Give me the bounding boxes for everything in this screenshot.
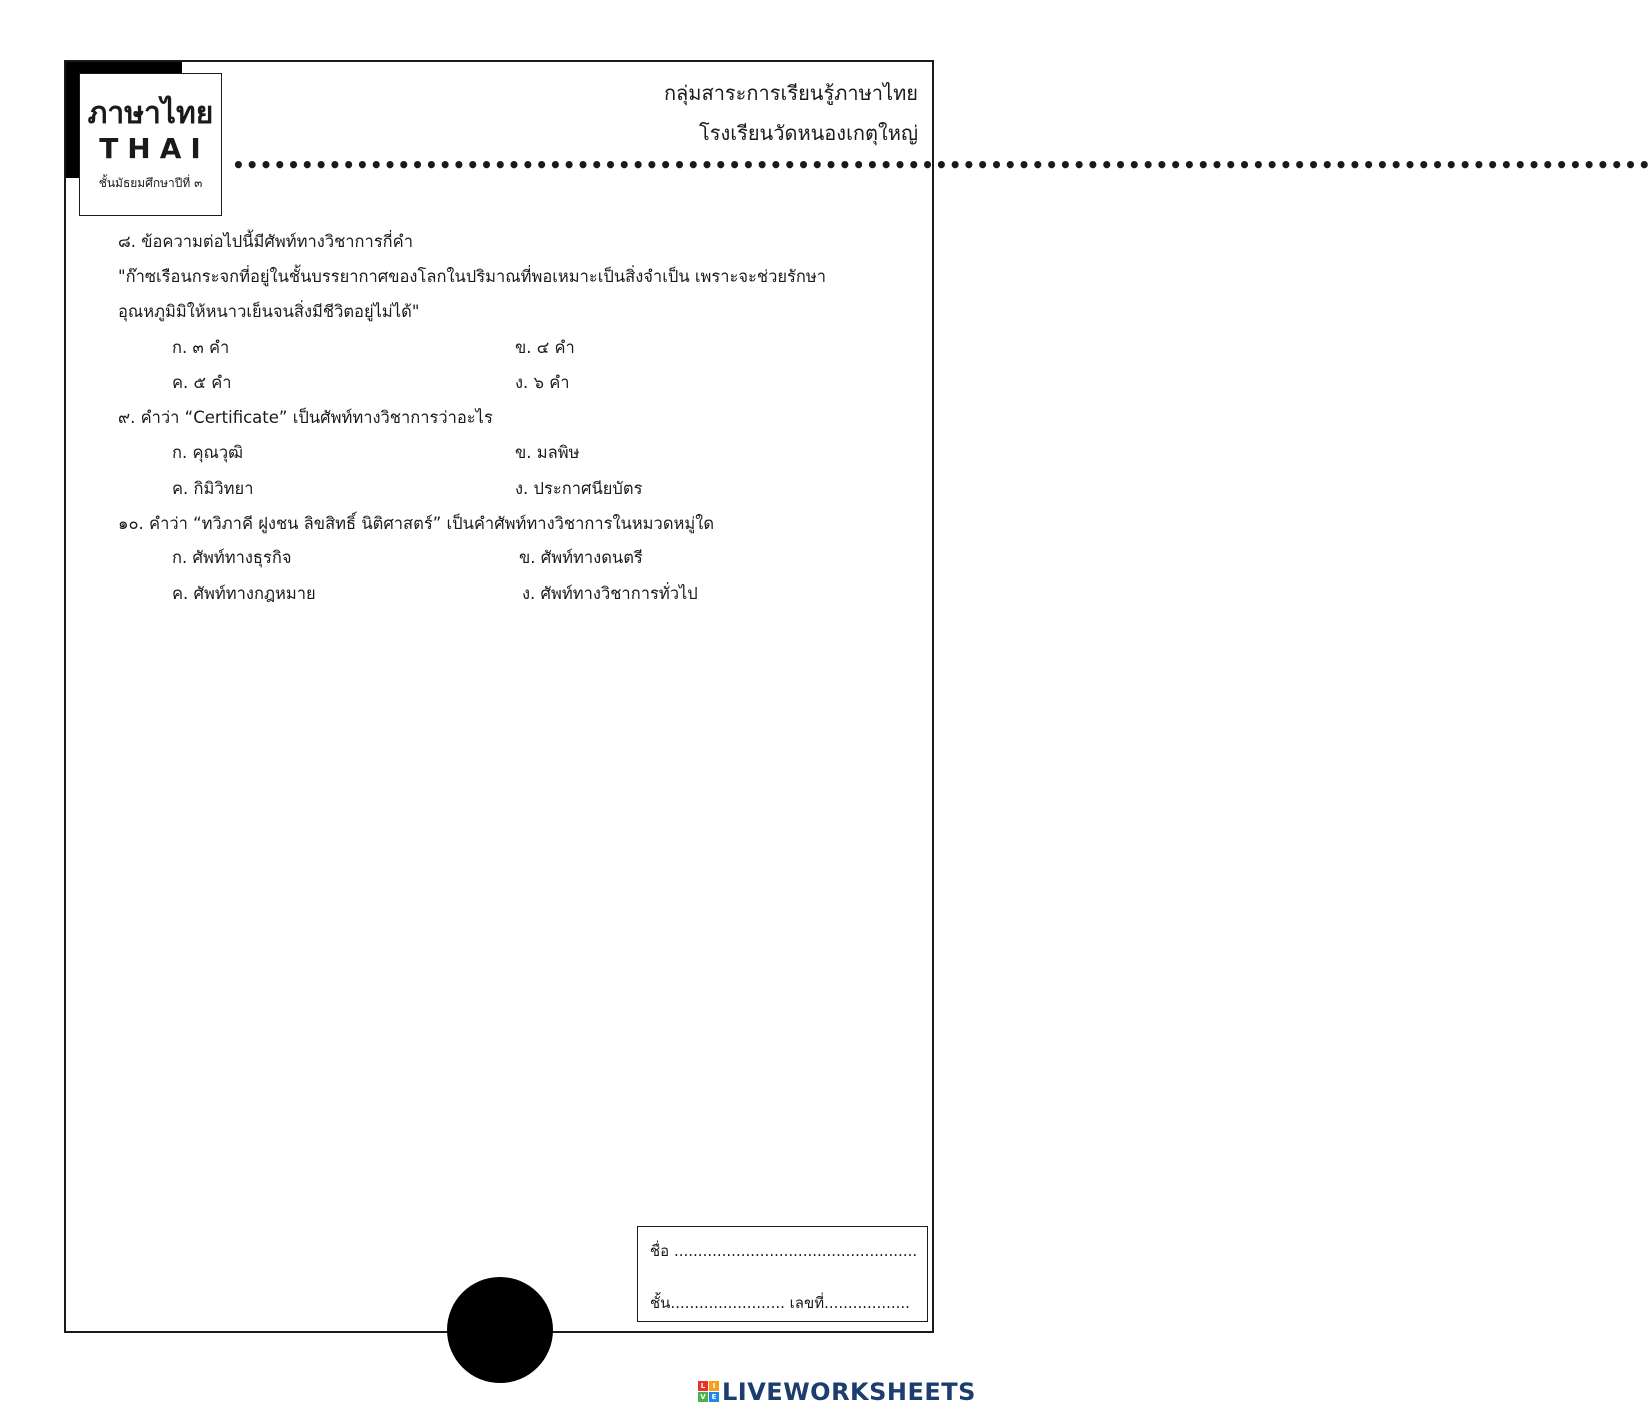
question-9-prompt: ๙. คำว่า “Certificate” เป็นศัพท์ทางวิชาการว่าอะไร: [118, 408, 493, 427]
logo-english-text: THAI: [99, 132, 210, 165]
question-10-option-a[interactable]: ก. ศัพท์ทางธุรกิจ: [172, 548, 292, 567]
question-8-option-b[interactable]: ข. ๔ คำ: [515, 338, 575, 357]
question-10-option-b[interactable]: ข. ศัพท์ทางดนตรี: [519, 548, 643, 567]
question-8-option-a[interactable]: ก. ๓ คำ: [172, 338, 230, 357]
question-10-option-d[interactable]: ง. ศัพท์ทางวิชาการทั่วไป: [522, 584, 698, 603]
dotted-rule: •••••••••••••••••••••••••••••••••••••••••••••••••••••••••••••••••••••••••••••••••••••••••••••••••••••••: [232, 153, 1652, 177]
question-9-option-c[interactable]: ค. กิมิวิทยา: [172, 479, 254, 498]
question-8-quote-line-2: อุณหภูมิมิให้หนาวเย็นจนสิ่งมีชีวิตอยู่ไม่ได้": [118, 302, 420, 321]
question-9-option-b[interactable]: ข. มลพิษ: [515, 443, 580, 462]
badge-letter-i: I: [709, 1381, 719, 1391]
brand-wordmark: LIVEWORKSHEETS: [722, 1378, 976, 1406]
question-9-option-a[interactable]: ก. คุณวุฒิ: [172, 443, 243, 462]
question-8-quote-line-1: "ก๊าซเรือนกระจกที่อยู่ในชั้นบรรยากาศของโลกในปริมาณที่พอเหมาะเป็นสิ่งจำเป็น เพราะจะช่วยรักษา: [118, 267, 827, 286]
question-10-option-c[interactable]: ค. ศัพท์ทางกฎหมาย: [172, 584, 316, 603]
badge-letter-l: L: [698, 1381, 708, 1391]
liveworksheets-logo: [698, 1377, 976, 1407]
logo-thai-text: ภาษาไทย: [87, 96, 214, 131]
badge-letter-e: E: [709, 1392, 719, 1402]
question-10-prompt: ๑๐. คำว่า “ทวิภาคี ฝูงชน ลิขสิทธิ์ นิติศาสตร์” เป็นคำศัพท์ทางวิชาการในหมวดหมู่ใด: [118, 514, 715, 533]
name-field[interactable]: ชื่อ ...................................................: [650, 1242, 918, 1260]
question-8-option-c[interactable]: ค. ๕ คำ: [172, 373, 232, 392]
logo-grade-text: ชั้นมัธยมศึกษาปีที่ ๓: [98, 176, 203, 190]
badge-letter-v: V: [698, 1392, 708, 1402]
question-9-option-d[interactable]: ง. ประกาศนียบัตร: [515, 479, 643, 498]
live-badge-icon: [698, 1381, 720, 1403]
subject-group-title: กลุ่มสาระการเรียนรู้ภาษาไทย: [663, 81, 918, 105]
class-number-field[interactable]: ชั้น........................ เลขที่..................: [650, 1294, 910, 1312]
student-info-box: [637, 1226, 928, 1322]
question-8-option-d[interactable]: ง. ๖ คำ: [515, 373, 570, 392]
subject-logo: [79, 73, 222, 216]
black-circle-decoration: [447, 1277, 553, 1383]
question-8-prompt: ๘. ข้อความต่อไปนี้มีศัพท์ทางวิชาการกี่คำ: [118, 232, 413, 251]
school-name: โรงเรียนวัดหนองเกตุใหญ่: [699, 121, 918, 145]
